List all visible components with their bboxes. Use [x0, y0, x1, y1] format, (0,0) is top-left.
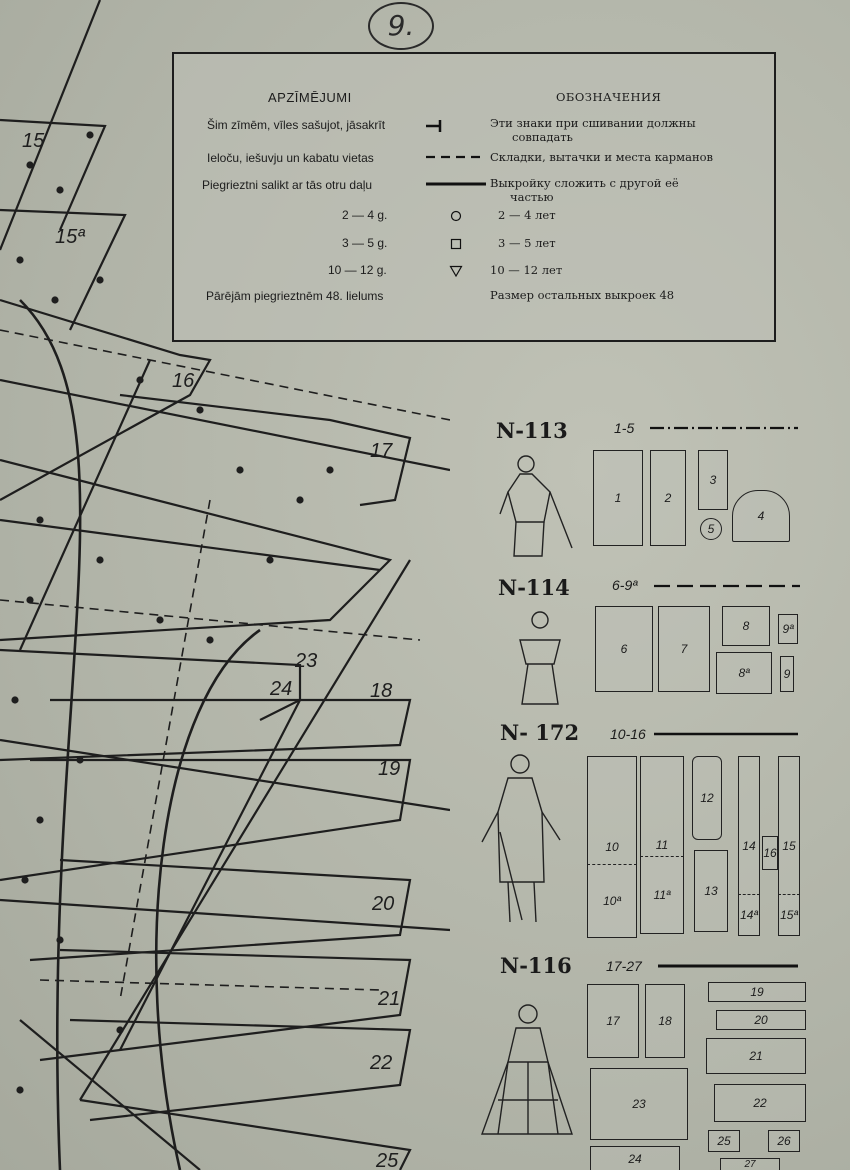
size-row-2-lv: 3 — 5 g.: [342, 236, 388, 250]
notch-mark-icon: [424, 118, 446, 134]
size-row-3-lv: 10 — 12 g.: [328, 263, 387, 277]
piece-114-7: 7: [658, 606, 710, 692]
legend-row-2-ru: Складки, вытачки и места карманов: [490, 150, 714, 164]
piece-116-25: 25: [708, 1130, 740, 1152]
piece-116-21: 21: [706, 1038, 806, 1074]
piece-114-9a: 9ª: [778, 614, 798, 644]
piece-172-12: 12: [692, 756, 722, 840]
piece-113-1: 1: [593, 450, 643, 546]
range-line-113: [650, 424, 800, 432]
piece-172-10-label: 10: [605, 840, 619, 854]
piece-172-14-label: 14: [742, 839, 756, 853]
circle-icon: [450, 210, 462, 222]
pattern-number-25: 25: [376, 1150, 399, 1170]
piece-172-16: 16: [762, 836, 778, 870]
pattern-number-22: 22: [370, 1052, 393, 1074]
pattern-number-19: 19: [378, 758, 401, 780]
piece-116-22: 22: [714, 1084, 806, 1122]
piece-172-15-label: 15: [782, 839, 796, 853]
page-number: 9.: [368, 2, 434, 50]
model-range-114: 6-9ª: [612, 577, 638, 593]
piece-116-24: 24: [590, 1146, 680, 1170]
piece-113-4: 4: [732, 490, 790, 542]
pattern-number-16: 16: [172, 370, 195, 392]
pattern-number-18: 18: [370, 680, 393, 702]
model-label-114: N-114: [498, 575, 570, 600]
piece-172-13: 13: [694, 850, 728, 932]
pattern-number-20: 20: [372, 893, 395, 915]
legend-row-3-ru-cont: частью: [510, 190, 554, 204]
piece-172-10a: 10ª: [587, 864, 637, 938]
dashed-line-icon: [426, 151, 488, 163]
piece-113-3: 3: [698, 450, 728, 510]
other-size-ru: Размер остальных выкроек 48: [490, 288, 675, 302]
model-label-116: N-116: [500, 953, 572, 978]
pattern-number-15: 15: [22, 130, 45, 152]
piece-116-23: 23: [590, 1068, 688, 1140]
solid-line-icon: [426, 178, 488, 190]
model-range-172: 10-16: [610, 726, 646, 742]
piece-172-15a: 15ª: [778, 894, 800, 936]
model-range-116: 17-27: [606, 958, 642, 974]
piece-116-27: 27: [720, 1158, 780, 1170]
range-line-114: [654, 582, 802, 590]
piece-116-17: 17: [587, 984, 639, 1058]
size-row-3-ru: 10 — 12 лет: [490, 263, 563, 277]
piece-116-20: 20: [716, 1010, 806, 1030]
square-icon: [450, 238, 462, 250]
model-range-113: 1-5: [614, 420, 635, 436]
piece-116-26: 26: [768, 1130, 800, 1152]
figure-113-icon: [498, 452, 578, 564]
pattern-number-21: 21: [378, 988, 401, 1010]
size-row-2-ru: 3 — 5 лет: [498, 236, 556, 250]
size-row-1-ru: 2 — 4 лет: [498, 208, 556, 222]
piece-114-9: 9: [780, 656, 794, 692]
piece-172-14a: 14ª: [738, 894, 760, 936]
piece-116-18: 18: [645, 984, 685, 1058]
legend-row-1-lv: Šim zīmēm, vīles sašujot, jāsakrīt: [207, 118, 386, 132]
figure-116-icon: [478, 1000, 574, 1140]
other-size-lv: Pārējām piegrieztnēm 48. lielums: [206, 289, 384, 303]
legend-row-1-ru-cont: совпадать: [512, 130, 573, 144]
legend-box: [172, 52, 776, 342]
legend-row-3-ru: Выкройку сложить с другой её: [490, 176, 679, 190]
piece-114-6: 6: [595, 606, 653, 692]
piece-113-2: 2: [650, 450, 686, 546]
range-line-172: [654, 730, 800, 738]
pattern-number-17: 17: [370, 440, 393, 462]
piece-172-11-label: 11: [655, 838, 669, 852]
pattern-number-15a: 15ª: [55, 226, 85, 248]
piece-114-8: 8: [722, 606, 770, 646]
pattern-number-24: 24: [270, 678, 293, 700]
triangle-icon: [449, 265, 463, 277]
pattern-number-23: 23: [295, 650, 318, 672]
figure-172-icon: [478, 752, 568, 930]
range-line-116: [658, 962, 800, 970]
model-label-172: N- 172: [500, 720, 580, 745]
piece-114-8a: 8ª: [716, 652, 772, 694]
piece-116-19: 19: [708, 982, 806, 1002]
model-label-113: N-113: [496, 418, 568, 443]
legend-row-1-ru: Эти знаки при сшивании должны: [490, 116, 696, 130]
legend-heading-russian: ОБОЗНАЧЕНИЯ: [556, 90, 662, 104]
figure-114-icon: [514, 608, 576, 708]
legend-heading-latvian: APZĪMĒJUMI: [268, 90, 352, 105]
legend-row-3-lv: Piegrieztni salikt ar tās otru daļu: [202, 178, 373, 192]
size-row-1-lv: 2 — 4 g.: [342, 208, 388, 222]
legend-row-2-lv: Ieloču, iešuvju un kabatu vietas: [207, 151, 374, 165]
piece-113-5: 5: [700, 518, 722, 540]
piece-172-11a: 11ª: [640, 856, 684, 934]
